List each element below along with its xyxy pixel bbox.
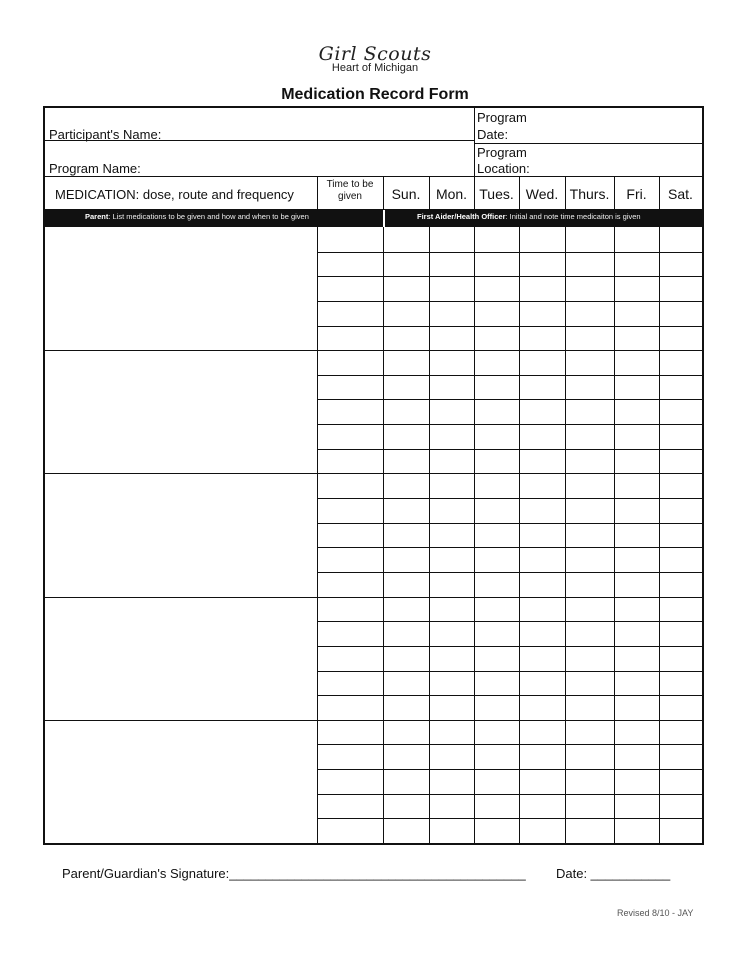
grid-row-line [317, 646, 702, 647]
medication-block-line [45, 720, 702, 721]
grid-row-line [317, 399, 702, 400]
day-header-wed: Wed. [525, 186, 559, 202]
aider-instruction [417, 212, 641, 221]
revision-note: Revised 8/10 - JAY [617, 908, 694, 918]
day-header-tues: Tues. [479, 186, 514, 202]
program-date-label-2: Date: [477, 127, 509, 142]
grid-row-line [317, 744, 702, 745]
header-column-line [565, 176, 566, 210]
grid-row-line [317, 498, 702, 499]
grid-row-line [317, 449, 702, 450]
program-location-label-1: Program [477, 145, 527, 160]
day-header-sun: Sun. [391, 186, 421, 202]
grid-row-line [317, 326, 702, 327]
instruction-bar-divider [383, 210, 385, 227]
medication-block-line [45, 473, 702, 474]
day-header-thurs: Thurs. [569, 186, 610, 202]
aider-instruction-text: : Initial and note time medicaiton is given [505, 212, 641, 221]
day-header-mon: Mon. [435, 186, 468, 202]
logo-subtitle: Heart of Michigan [331, 62, 419, 74]
grid-row-line [317, 252, 702, 253]
time-header-line-1: Time to be [326, 179, 374, 190]
grid-column-line [474, 227, 475, 843]
grid-column-line [317, 227, 318, 843]
participant-name-label: Participant's Name: [49, 127, 162, 142]
grid-row-line [317, 276, 702, 277]
time-column-header [317, 179, 383, 203]
grid-row-line [317, 375, 702, 376]
grid-row-line [317, 547, 702, 548]
grid-row-line [317, 572, 702, 573]
info-divider-right [474, 143, 702, 144]
header-column-line [383, 176, 384, 210]
grid-row-line [317, 424, 702, 425]
header-column-line [659, 176, 660, 210]
day-header-sat: Sat. [668, 186, 693, 202]
header-column-line [614, 176, 615, 210]
grid-row-line [317, 818, 702, 819]
grid-column-line [429, 227, 430, 843]
grid-row-line [317, 523, 702, 524]
grid-column-line [565, 227, 566, 843]
header-column-line [317, 176, 318, 210]
parent-instruction [85, 212, 309, 221]
medication-block-line [45, 597, 702, 598]
grid-row-line [317, 301, 702, 302]
grid-row-line [317, 621, 702, 622]
program-location-label-2: Location: [477, 161, 530, 176]
time-header-line-2: given [338, 191, 362, 202]
grid-column-line [519, 227, 520, 843]
header-column-line [519, 176, 520, 210]
medication-form [43, 106, 704, 845]
program-date-label-1: Program [477, 110, 527, 125]
grid-row-line [317, 769, 702, 770]
medication-block-line [45, 350, 702, 351]
grid-column-line [614, 227, 615, 843]
medication-column-header: MEDICATION: dose, route and frequency [55, 187, 294, 202]
signature-date-line: Date: ___________ [556, 866, 671, 881]
info-bottom-line [45, 176, 702, 177]
parent-instruction-label: Parent [85, 212, 109, 221]
header-column-line [429, 176, 430, 210]
day-header-fri: Fri. [626, 186, 647, 202]
header-row-line [45, 209, 702, 210]
info-divider-vertical [474, 108, 475, 176]
logo-script: Girl Scouts [318, 43, 432, 65]
girl-scouts-logo [0, 44, 750, 74]
aider-instruction-label: First Aider/Health Officer [417, 212, 506, 221]
grid-row-line [317, 794, 702, 795]
parent-instruction-text: : List medications to be given and how and when to be given [108, 212, 309, 221]
grid-column-line [383, 227, 384, 843]
header-column-line [474, 176, 475, 210]
form-title: Medication Record Form [281, 86, 469, 103]
grid-column-line [659, 227, 660, 843]
program-name-label: Program Name: [49, 161, 141, 176]
grid-row-line [317, 695, 702, 696]
grid-row-line [317, 671, 702, 672]
parent-signature-line: Parent/Guardian's Signature:_________________________________________ [62, 866, 526, 881]
